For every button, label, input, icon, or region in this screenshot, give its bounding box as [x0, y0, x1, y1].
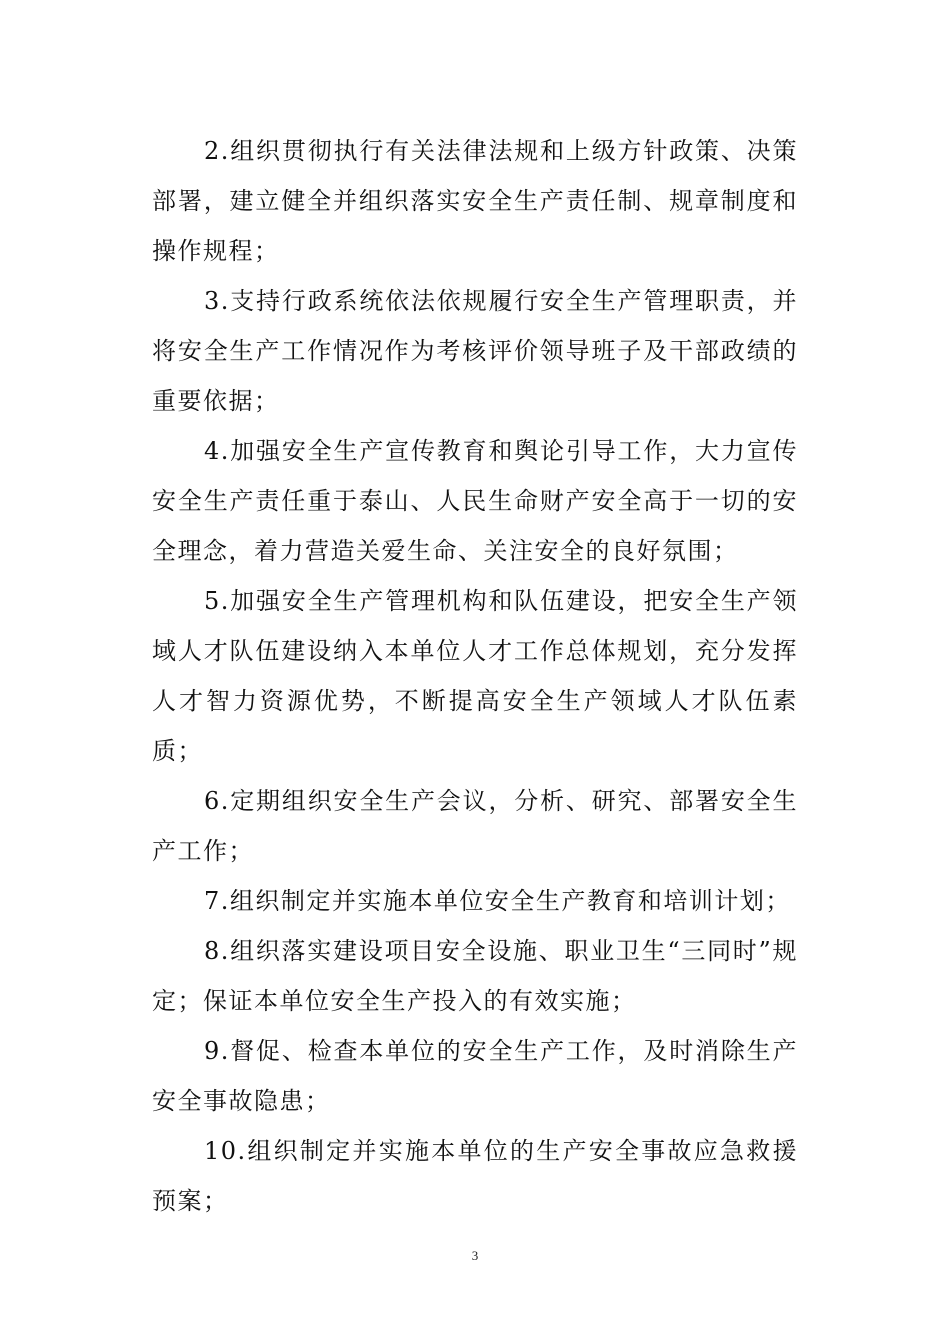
- page-number: 3: [471, 1248, 479, 1263]
- duty-item-8: 8.组织落实建设项目安全设施、职业卫生“三同时”规定；保证本单位安全生产投入的有效实施；: [152, 937, 798, 1015]
- duty-item-7: 7.组织制定并实施本单位安全生产教育和培训计划；: [204, 887, 791, 915]
- duty-item-6: 6.定期组织安全生产会议，分析、研究、部署安全生产工作；: [152, 787, 798, 865]
- duty-item-5: 5.加强安全生产管理机构和队伍建设，把安全生产领域人才队伍建设纳入本单位人才工作总体规划，充分发挥人才智力资源优势，不断提高安全生产领域人才队伍素质；: [152, 587, 798, 765]
- duty-list: [152, 126, 798, 1226]
- duty-item-9: 9.督促、检查本单位的安全生产工作，及时消除生产安全事故隐患；: [152, 1037, 798, 1115]
- duty-item-10: 10.组织制定并实施本单位的生产安全事故应急救援预案；: [152, 1137, 798, 1215]
- duty-item-4: 4.加强安全生产宣传教育和舆论引导工作，大力宣传安全生产责任重于泰山、人民生命财产安全高于一切的安全理念，着力营造关爱生命、关注安全的良好氛围；: [152, 437, 798, 565]
- duty-item-3: 3.支持行政系统依法依规履行安全生产管理职责，并将安全生产工作情况作为考核评价领导班子及干部政绩的重要依据；: [152, 287, 798, 415]
- duty-item-2: 2.组织贯彻执行有关法律法规和上级方针政策、决策部署，建立健全并组织落实安全生产责任制、规章制度和操作规程；: [152, 137, 798, 265]
